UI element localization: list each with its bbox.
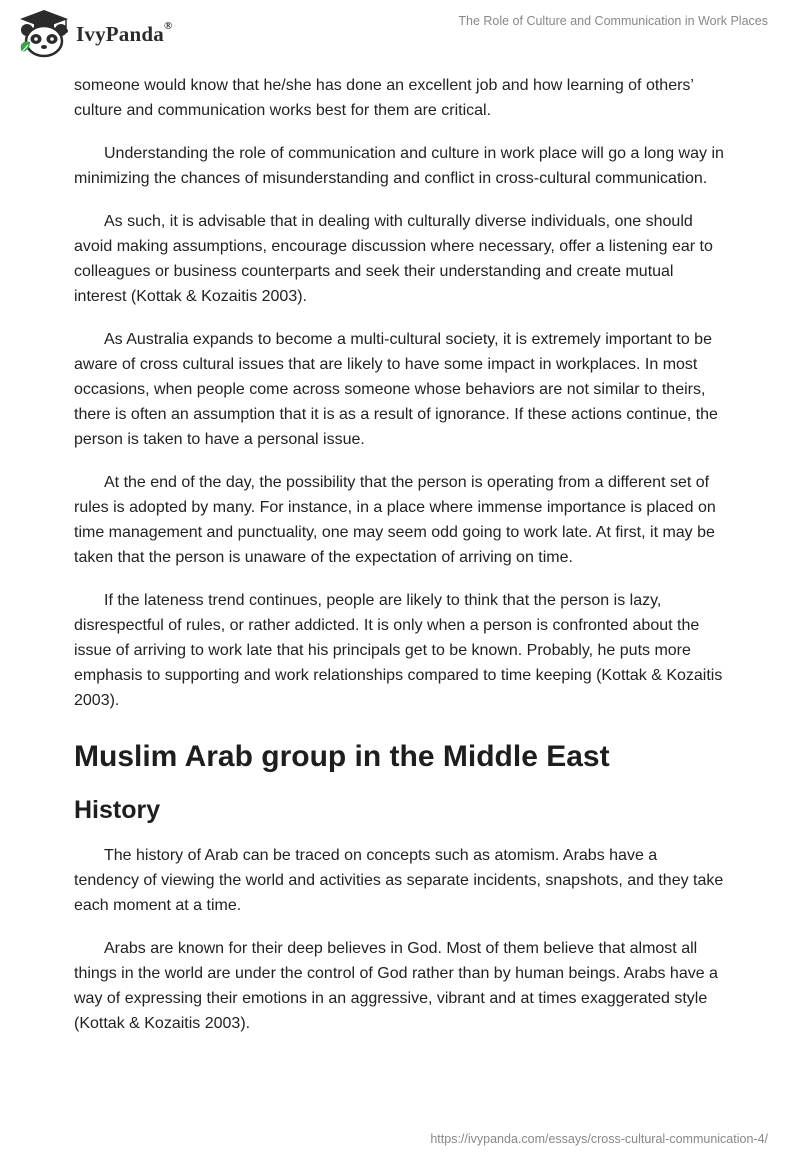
paragraph: If the lateness trend continues, people are likely to think that the person is lazy, disrespectful of rules, or rather addicted. It is only when a person is confronted about the issue of arriving to work late that his principals get to be known. Probably, he puts more emphasis to supporting and work relationships compared to time keeping (Kottak & Kozaitis 2003). [74, 592, 723, 709]
page-header [0, 0, 800, 70]
logo-wordmark: IvyPanda® [76, 19, 173, 46]
paragraph-continued: someone would know that he/she has done an excellent job and how learning of others’ culture and communication works best for them are critical. [74, 77, 694, 119]
paragraph: As Australia expands to become a multi-cultural society, it is extremely important to be aware of cross cultural issues that are likely to have some impact in workplaces. In most occasions, when people come across someone whose behaviors are not similar to theirs, there is often an assumption that it is as a result of ignorance. If these actions continue, the person is taken to have a personal issue. [74, 331, 718, 448]
subsection-heading: History [74, 796, 161, 824]
paragraph: At the end of the day, the possibility that the person is operating from a different set of rules is adopted by many. For instance, in a place where immense importance is placed on time management and punctuality, one may seem odd going to work late. At first, it may be taken that the person is unaware of the expectation of arriving on time. [74, 474, 716, 566]
running-title: The Role of Culture and Communication in Work Places [458, 14, 768, 28]
ivypanda-logo[interactable] [14, 8, 172, 60]
paragraph: Arabs are known for their deep believes in God. Most of them believe that almost all things in the world are under the control of God rather than by human beings. Arabs have a way of expressing their emotions in an aggressive, vibrant and at times exaggerated style (Kottak & Kozaitis 2003). [74, 940, 718, 1032]
essay-body [74, 73, 726, 1054]
source-url[interactable]: https://ivypanda.com/essays/cross-cultural-communication-4/ [430, 1132, 768, 1146]
paragraph: Understanding the role of communication and culture in work place will go a long way in minimizing the chances of misunderstanding and conflict in cross-cultural communication. [74, 145, 724, 187]
registered-mark: ® [163, 19, 173, 32]
paragraph: As such, it is advisable that in dealing with culturally diverse individuals, one should avoid making assumptions, encourage discussion where necessary, offer a listening ear to colleagues or business counterparts and seek their understanding and create mutual interest (Kottak & Kozaitis 2003). [74, 213, 713, 305]
paragraph: The history of Arab can be traced on concepts such as atomism. Arabs have a tendency of viewing the world and activities as separate incidents, snapshots, and they take each moment at a time. [74, 847, 724, 914]
panda-graduate-icon [14, 8, 74, 60]
section-heading: Muslim Arab group in the Middle East [74, 740, 610, 773]
